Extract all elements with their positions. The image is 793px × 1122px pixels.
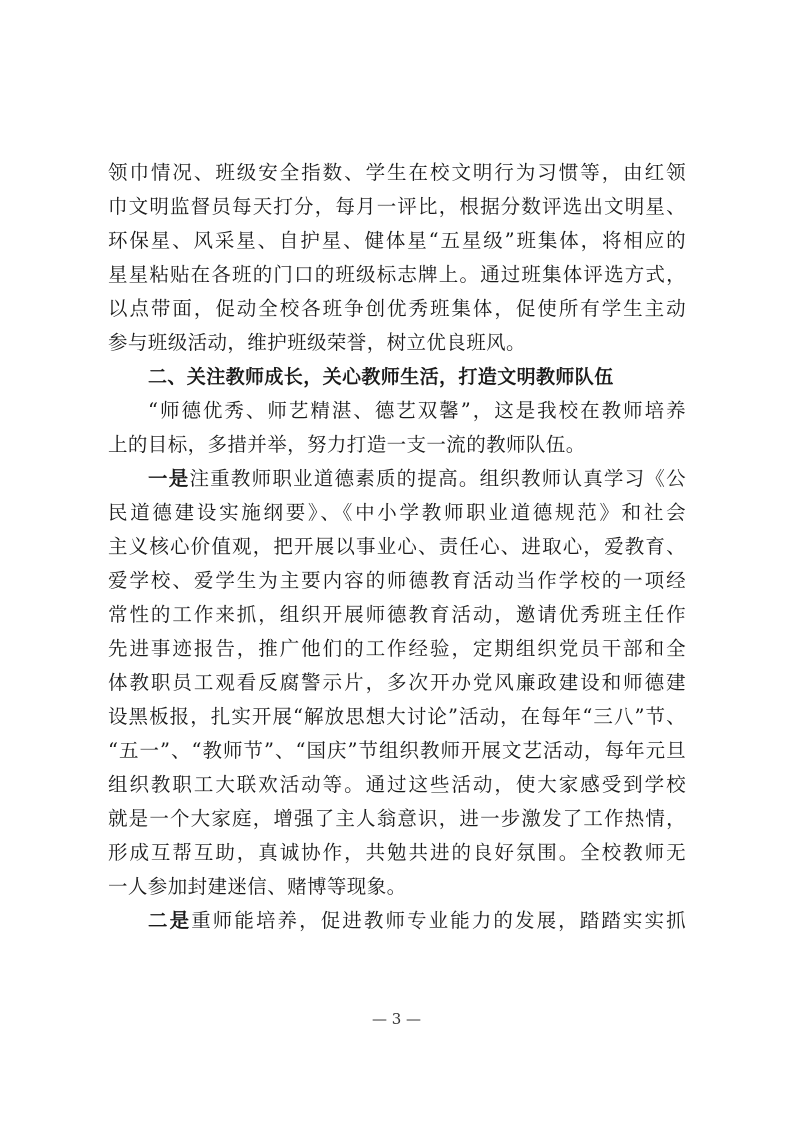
text-line: 先进事迹报告，推广他们的工作经验，定期组织党员干部和全 xyxy=(108,637,686,660)
text-line: 体教职员工观看反腐警示片，多次开办党风廉政建设和师德建 xyxy=(108,671,686,694)
paragraph-intro xyxy=(108,394,686,462)
text-line: 爱学校、爱学生为主要内容的师德教育活动当作学校的一项经 xyxy=(108,569,686,592)
section-heading: 二、关注教师成长，关心教师生活，打造文明教师队伍 xyxy=(148,366,614,388)
paragraph-first-point xyxy=(108,462,686,904)
text-line: 参与班级活动，维护班级荣誉，树立优良班风。 xyxy=(108,331,526,354)
text-line: “五一”、“教师节”、“国庆”节组织教师开展文艺活动，每年元旦 xyxy=(108,739,686,762)
paragraph-second-point xyxy=(108,904,686,938)
text-line xyxy=(108,904,686,938)
text-line: 常性的工作来抓，组织开展师德教育活动，邀请优秀班主任作 xyxy=(108,603,686,626)
text-line: “师德优秀、师艺精湛、德艺双馨”，这是我校在教师培养 xyxy=(148,399,686,422)
text-line: 一人参加封建迷信、赌博等现象。 xyxy=(108,875,407,898)
document-page xyxy=(108,156,686,938)
text-line: 星星粘贴在各班的门口的班级标志牌上。通过班集体评选方式， xyxy=(108,263,686,286)
point-text: 重师能培养，促进教师专业能力的发展，踏踏实实抓 xyxy=(191,909,686,932)
point-lead: 一是 xyxy=(148,467,190,490)
text-line: 主义核心价值观，把开展以事业心、责任心、进取心，爱教育、 xyxy=(108,535,686,558)
text-line: 组织教职工大联欢活动等。通过这些活动，使大家感受到学校 xyxy=(108,773,686,796)
text-line: 巾文明监督员每天打分，每月一评比，根据分数评选出文明星、 xyxy=(108,195,686,218)
text-line: 领巾情况、班级安全指数、学生在校文明行为习惯等，由红领 xyxy=(108,161,686,184)
paragraph-continuation xyxy=(108,156,686,360)
text-line: 民道德建设实施纲要》、《中小学教师职业道德规范》和社会 xyxy=(108,501,686,524)
text-line xyxy=(108,462,686,496)
text-line: 形成互帮互助，真诚协作，共勉共进的良好氛围。全校教师无 xyxy=(108,841,686,864)
point-text: 注重教师职业道德素质的提高。组织教师认真学习《公 xyxy=(189,467,686,490)
text-line: 环保星、风采星、自护星、健体星“五星级”班集体，将相应的 xyxy=(108,229,686,252)
text-line: 设黑板报，扎实开展“解放思想大讨论”活动，在每年“三八”节、 xyxy=(108,705,686,728)
point-lead: 二是 xyxy=(148,909,192,932)
text-line: 就是一个大家庭，增强了主人翁意识，进一步激发了工作热情， xyxy=(108,807,686,830)
text-line: 以点带面，促动全校各班争创优秀班集体，促使所有学生主动 xyxy=(108,297,686,320)
page-number: — 3 — xyxy=(371,1010,422,1028)
text-line: 上的目标，多措并举，努力打造一支一流的教师队伍。 xyxy=(108,433,586,456)
